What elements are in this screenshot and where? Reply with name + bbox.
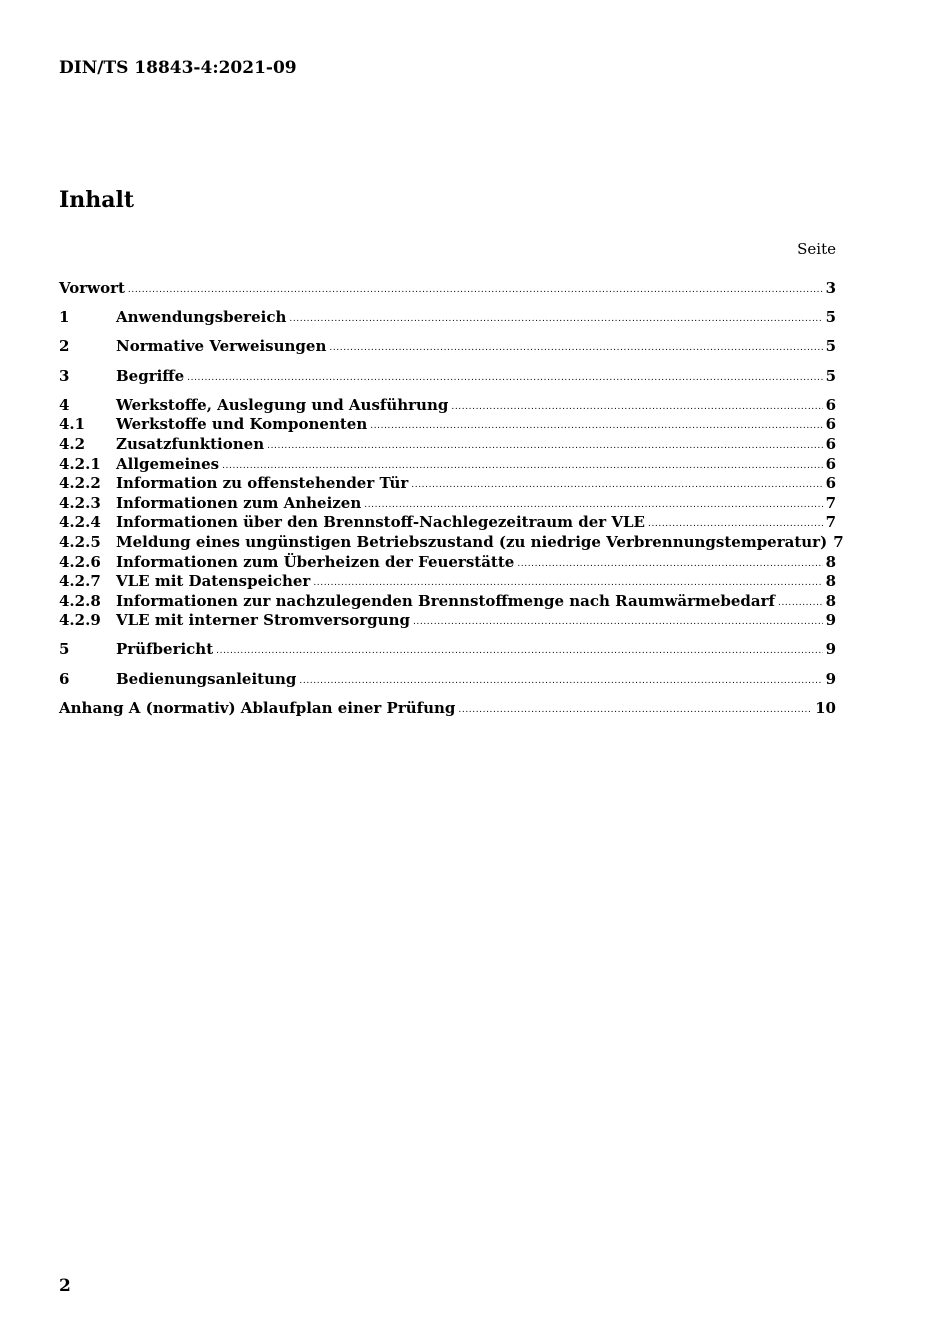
- toc-entry-title: Informationen zum Anheizen: [116, 493, 362, 512]
- toc-entry-number: 1: [59, 308, 70, 327]
- toc-entry-number: 6: [59, 669, 70, 688]
- toc-entry[interactable]: [59, 670, 836, 690]
- toc-dot-leader: [289, 307, 822, 325]
- toc-dot-leader: [299, 669, 822, 687]
- toc-entry-page: 5: [825, 337, 836, 356]
- toc-entry[interactable]: [59, 494, 836, 514]
- toc-entry[interactable]: [59, 435, 836, 455]
- toc-entry-number: 4.2.8: [59, 591, 101, 610]
- toc-entry-number: 4.2.3: [59, 493, 101, 512]
- toc-entry[interactable]: [59, 455, 836, 475]
- toc-entry-page: 3: [825, 279, 836, 297]
- toc-entry-page: 6: [825, 454, 836, 473]
- toc-entry-page: 7: [833, 532, 844, 551]
- toc-entry-page: 6: [825, 415, 836, 434]
- toc-entry-title: Meldung eines ungünstigen Betriebszustand (zu niedrige Verbrennungstemperatur): [116, 532, 828, 551]
- toc-entry-title: VLE mit interner Stromversorgung: [116, 611, 410, 630]
- table-of-contents: [59, 279, 844, 718]
- toc-entry-title: Prüfbericht: [116, 640, 214, 659]
- toc-entry-number: 4: [59, 395, 70, 414]
- toc-entry[interactable]: [59, 592, 836, 612]
- toc-dot-leader: [411, 473, 822, 491]
- toc-entry[interactable]: [59, 572, 836, 592]
- toc-dot-leader: [648, 512, 823, 530]
- toc-entry-title: Werkstoffe und Komponenten: [116, 415, 368, 434]
- toc-dot-leader: [413, 610, 823, 628]
- toc-entry-title: Normative Verweisungen: [116, 337, 327, 356]
- toc-entry-title: Informationen zur nachzulegenden Brennstoffmenge nach Raumwärmebedarf: [116, 591, 775, 610]
- toc-dot-leader: [216, 639, 822, 657]
- toc-entry-page: 7: [825, 513, 836, 532]
- toc-dot-leader: [517, 552, 822, 570]
- toc-entry-page: 6: [825, 474, 836, 493]
- toc-entry[interactable]: [59, 474, 836, 494]
- toc-entry-page: 7: [825, 493, 836, 512]
- toc-entry-number: 4.2.5: [59, 532, 101, 551]
- toc-entry-number: 4.2: [59, 434, 86, 453]
- toc-entry-title: Anwendungsbereich: [116, 308, 287, 327]
- toc-entry-page: 9: [825, 611, 836, 630]
- toc-entry-title: Allgemeines: [116, 454, 220, 473]
- seite-label: Seite: [797, 240, 836, 258]
- toc-entry-title: Information zu offenstehender Tür: [116, 474, 409, 493]
- toc-entry-title: Zusatzfunktionen: [116, 434, 265, 453]
- toc-entry-page: 8: [825, 572, 836, 591]
- toc-entry-title: Anhang A (normativ) Ablaufplan einer Prüfung: [59, 698, 456, 717]
- toc-entry[interactable]: [59, 532, 844, 553]
- toc-dot-leader: [187, 366, 822, 384]
- toc-entry-title: Werkstoffe, Auslegung und Ausführung: [116, 395, 449, 414]
- toc-entry-title: Informationen über den Brennstoff-Nachlegezeitraum der VLE: [116, 513, 645, 532]
- toc-dot-leader: [313, 571, 822, 589]
- toc-entry-number: 4.2.2: [59, 474, 101, 493]
- toc-entry-number: 4.2.7: [59, 572, 101, 591]
- toc-entry[interactable]: [59, 699, 836, 719]
- toc-entry[interactable]: [59, 367, 836, 387]
- toc-entry-page: 6: [825, 434, 836, 453]
- toc-entry[interactable]: [59, 553, 836, 573]
- toc-entry-number: 4.2.4: [59, 513, 101, 532]
- toc-entry[interactable]: [59, 415, 836, 435]
- toc-entry[interactable]: [59, 279, 836, 299]
- toc-entry-page: 5: [825, 308, 836, 327]
- toc-entry-number: 5: [59, 640, 70, 659]
- toc-dot-leader: [458, 698, 812, 716]
- toc-dot-leader: [222, 454, 822, 472]
- document-header: DIN/TS 18843-4:2021-09: [59, 58, 297, 78]
- toc-entry[interactable]: [59, 611, 836, 631]
- toc-entry-title: Bedienungsanleitung: [116, 669, 297, 688]
- page-number: 2: [59, 1276, 71, 1296]
- toc-entry-title: Informationen zum Überheizen der Feuerstätte: [116, 552, 515, 571]
- toc-dot-leader: [329, 336, 822, 354]
- toc-entry-number: 4.2.1: [59, 454, 101, 473]
- toc-entry[interactable]: [59, 396, 836, 416]
- toc-entry-page: 8: [825, 591, 836, 610]
- toc-entry[interactable]: [59, 640, 836, 660]
- toc-entry-title: Begriffe: [116, 366, 185, 385]
- toc-dot-leader: [364, 493, 822, 511]
- toc-entry-page: 8: [825, 552, 836, 571]
- toc-dot-leader: [267, 434, 822, 452]
- toc-entry-number: 2: [59, 337, 70, 356]
- toc-entry-page: 5: [825, 366, 836, 385]
- toc-entry-number: 4.1: [59, 415, 86, 434]
- toc-entry-page: 6: [825, 395, 836, 414]
- toc-entry-page: 9: [825, 640, 836, 659]
- toc-dot-leader: [451, 395, 822, 413]
- toc-dot-leader: [128, 278, 823, 296]
- page-title: Inhalt: [59, 187, 135, 213]
- toc-dot-leader: [370, 414, 822, 432]
- toc-entry-title: Vorwort: [59, 279, 125, 297]
- toc-entry-number: 4.2.6: [59, 552, 101, 571]
- toc-entry-number: 3: [59, 366, 70, 385]
- toc-entry-title: VLE mit Datenspeicher: [116, 572, 311, 591]
- toc-entry[interactable]: [59, 308, 836, 328]
- toc-entry[interactable]: [59, 513, 836, 533]
- toc-dot-leader: [778, 591, 823, 609]
- toc-entry[interactable]: [59, 337, 836, 357]
- toc-entry-number: 4.2.9: [59, 611, 101, 630]
- toc-entry-page: 10: [815, 698, 836, 717]
- toc-entry-page: 9: [825, 669, 836, 688]
